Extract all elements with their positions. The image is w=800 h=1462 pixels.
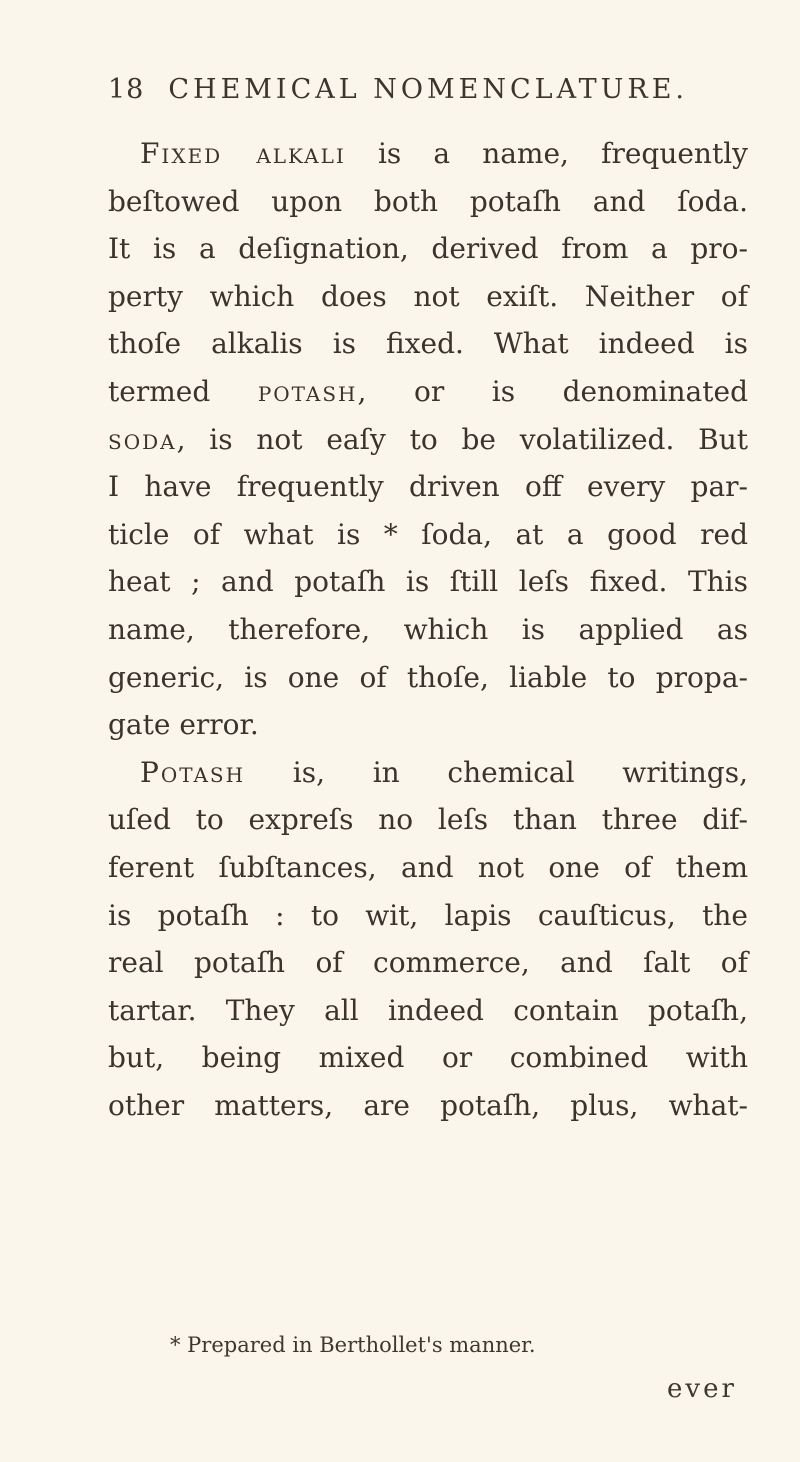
text-line: beſtowed upon both potaſh and ſoda. xyxy=(108,184,748,218)
text-line: perty which does not exiſt. Neither of xyxy=(108,279,748,313)
text-line: real potaſh of commerce, and ſalt of xyxy=(108,946,748,980)
text-line: but, being mixed or combined with xyxy=(108,1041,748,1075)
text-line: other matters, are potaſh, plus, what- xyxy=(108,1088,748,1122)
catchword: ever xyxy=(667,1374,737,1404)
running-head xyxy=(108,74,688,105)
text-line: ferent ſubſtances, and not one of them xyxy=(108,850,748,884)
term-fixed-alkali: Fixed alkali xyxy=(140,137,346,170)
term-soda: soda xyxy=(108,422,177,456)
text-line: soda, is not eaſy to be volatilized. But xyxy=(108,422,748,456)
term-potash: potash xyxy=(257,374,358,408)
text-line: name, therefore, which is applied as xyxy=(108,612,748,646)
running-title: CHEMICAL NOMENCLATURE. xyxy=(168,74,688,105)
text-line: It is a deſignation, derived from a pro- xyxy=(108,232,748,266)
text-line: ticle of what is * ſoda, at a good red xyxy=(108,517,748,551)
text-line: generic, is one of thoſe, liable to propa- xyxy=(108,660,748,694)
footnote: * Prepared in Berthollet's manner. xyxy=(170,1333,536,1357)
body-text xyxy=(108,130,748,1129)
text-line: heat ; and potaſh is ſtill leſs fixed. This xyxy=(108,565,748,599)
text-line: Potash is, in chemical writings, xyxy=(140,755,748,789)
text-line: tartar. They all indeed contain potaſh, xyxy=(108,993,748,1027)
text-line: gate error. xyxy=(108,708,259,742)
page-number: 18 xyxy=(108,74,145,105)
text-line: thoſe alkalis is fixed. What indeed is xyxy=(108,327,748,361)
text-line: I have frequently driven off every par- xyxy=(108,470,748,504)
term-potash-lead: Potash xyxy=(140,755,246,789)
text-line: uſed to expreſs no leſs than three dif- xyxy=(108,803,748,837)
text-line: is potaſh : to wit, lapis cauſticus, the xyxy=(108,898,748,932)
text-line: termed potash, or is denominated xyxy=(108,374,748,408)
text-line: Fixed alkali is a name, frequently xyxy=(140,137,748,170)
